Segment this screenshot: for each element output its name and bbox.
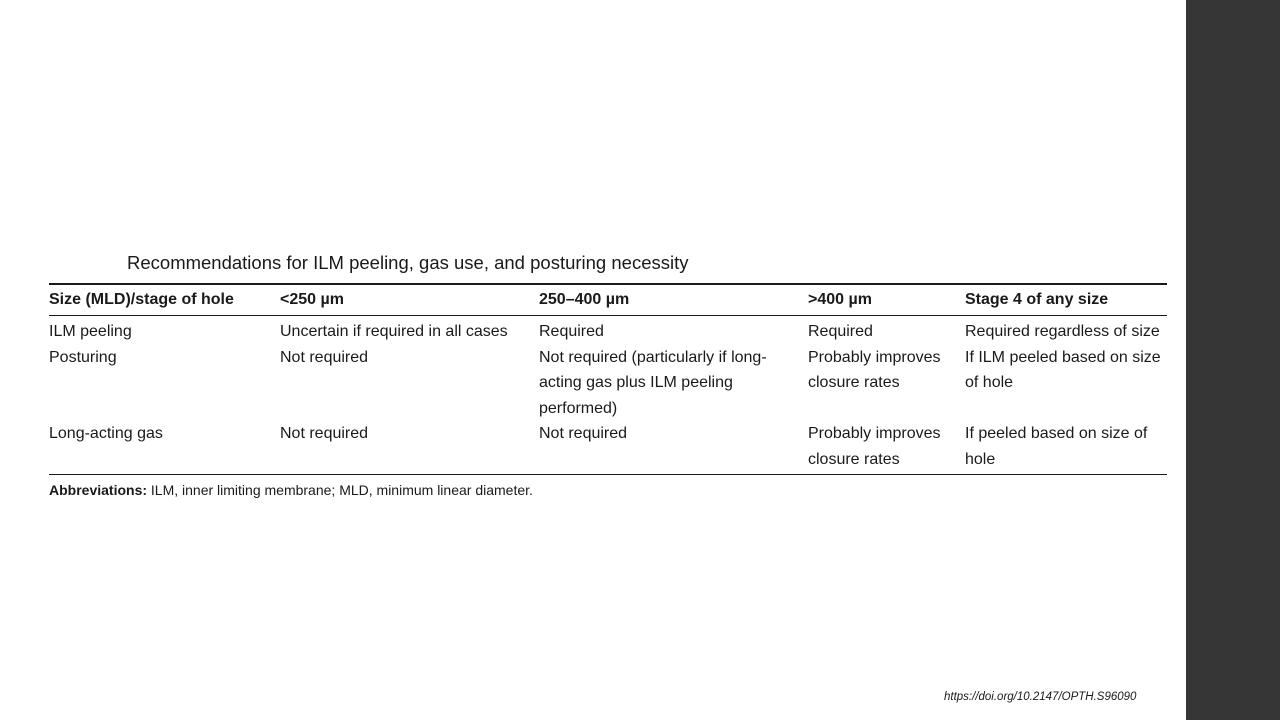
abbreviations-footnote	[49, 482, 533, 498]
table-cell: Required	[808, 323, 873, 340]
table-cell: If peeled based on size of hole	[965, 425, 1148, 468]
header-under-250: <250 µm	[280, 284, 539, 316]
table-cell: Probably improves closure rates	[808, 425, 941, 468]
table-cell: Not required	[539, 425, 628, 442]
table-cell: Long-acting gas	[49, 425, 163, 442]
table-cell: Posturing	[49, 348, 117, 366]
table-cell: Not required (particularly if long-acting gas plus ILM peeling performed)	[539, 348, 767, 417]
header-hole-size: Size (MLD)/stage of hole	[49, 284, 280, 316]
table-row	[49, 316, 1167, 345]
table-cell: If ILM peeled based on size of hole	[965, 348, 1161, 391]
table-cell: Not required	[280, 348, 369, 366]
table-row	[49, 421, 1167, 475]
table-cell: ILM peeling	[49, 323, 132, 340]
footnote-text: ILM, inner limiting membrane; MLD, minimum linear diameter.	[147, 482, 533, 498]
footnote-label: Abbreviations:	[49, 482, 148, 498]
recommendations-table-container	[49, 283, 1167, 475]
doi-link[interactable]: https://doi.org/10.2147/OPTH.S96090	[944, 691, 1137, 703]
header-250-400: 250–400 µm	[539, 284, 808, 316]
table-cell: Probably improves closure rates	[808, 348, 941, 391]
table-row	[49, 345, 1167, 422]
table-cell: Not required	[280, 425, 369, 442]
table-cell: Required	[539, 323, 604, 340]
table-cell: Uncertain if required in all cases	[280, 323, 508, 340]
right-side-bar	[1186, 0, 1280, 720]
header-stage-4: Stage 4 of any size	[965, 284, 1167, 316]
table-title: Recommendations for ILM peeling, gas use, and posturing necessity	[127, 252, 689, 273]
header-over-400: >400 µm	[808, 284, 965, 316]
table-header-row	[49, 284, 1167, 316]
table-cell: Required regardless of size	[965, 323, 1160, 340]
recommendations-table	[49, 283, 1167, 475]
